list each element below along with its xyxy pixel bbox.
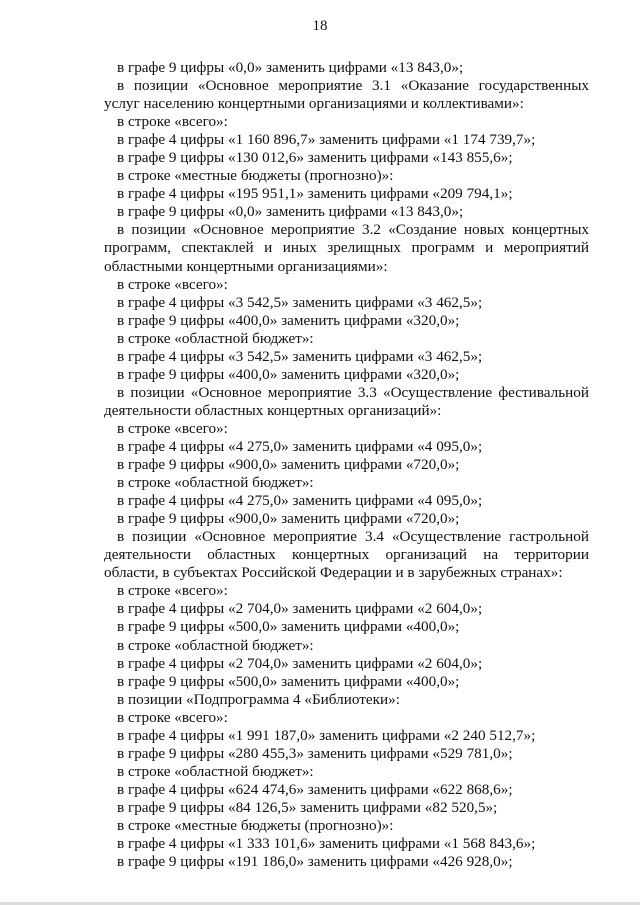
text-line: в графе 9 цифры «500,0» заменить цифрами «400,0»;: [117, 618, 460, 636]
text-line: областными концертными организациями»:: [104, 257, 388, 275]
text-line: в графе 9 цифры «84 126,5» заменить цифрами «82 520,5»;: [117, 798, 498, 816]
document-body: [104, 59, 589, 871]
text-line: в графе 4 цифры «3 542,5» заменить цифрами «3 462,5»;: [117, 347, 483, 365]
text-line: в графе 4 цифры «4 275,0» заменить цифрами «4 095,0»;: [117, 492, 483, 510]
text-line: в графе 9 цифры «280 455,3» заменить цифрами «529 781,0»;: [117, 744, 513, 762]
text-line: в графе 9 цифры «500,0» заменить цифрами «400,0»;: [117, 672, 460, 690]
text-line: в графе 4 цифры «2 704,0» заменить цифрами «2 604,0»;: [117, 600, 483, 618]
text-line: в графе 9 цифры «400,0» заменить цифрами «320,0»;: [117, 365, 460, 383]
text-line: в строке «областной бюджет»:: [117, 762, 314, 780]
text-line: услуг населению концертными организациями и коллективами»:: [104, 95, 524, 113]
text-line: в строке «областной бюджет»:: [117, 636, 314, 654]
text-line: в графе 4 цифры «195 951,1» заменить цифрами «209 794,1»;: [117, 185, 513, 203]
text-line: в строке «областной бюджет»:: [117, 329, 314, 347]
text-line: в позиции «Подпрограмма 4 «Библиотеки»:: [117, 690, 400, 708]
text-line: в графе 9 цифры «0,0» заменить цифрами «13 843,0»;: [117, 203, 464, 221]
text-line: в позиции «Основное мероприятие 3.4 «Осуществление гастрольной: [117, 528, 589, 546]
text-line: в строке «всего»:: [117, 708, 228, 726]
text-line: в строке «всего»:: [117, 113, 228, 131]
text-line: в графе 4 цифры «1 160 896,7» заменить цифрами «1 174 739,7»;: [117, 131, 536, 149]
text-line: области, в субъектах Российской Федерации и в зарубежных странах»:: [104, 564, 563, 582]
text-line: в графе 9 цифры «900,0» заменить цифрами «720,0»;: [117, 456, 460, 474]
page-number: 18: [312, 18, 328, 34]
text-line: в графе 4 цифры «2 704,0» заменить цифрами «2 604,0»;: [117, 654, 483, 672]
text-line: в позиции «Основное мероприятие 3.2 «Создание новых концертных: [117, 221, 589, 239]
text-line: в строке «областной бюджет»:: [117, 474, 314, 492]
text-line: деятельности областных концертных организаций на территории: [104, 546, 589, 564]
text-line: в графе 4 цифры «1 333 101,6» заменить цифрами «1 568 843,6»;: [117, 835, 536, 853]
text-line: в строке «местные бюджеты (прогнозно)»:: [117, 816, 394, 834]
text-line: в графе 4 цифры «1 991 187,0» заменить цифрами «2 240 512,7»;: [117, 726, 536, 744]
text-line: в графе 9 цифры «0,0» заменить цифрами «13 843,0»;: [117, 59, 464, 76]
text-line: в строке «всего»:: [117, 582, 228, 600]
text-line: в графе 4 цифры «3 542,5» заменить цифрами «3 462,5»;: [117, 293, 483, 311]
text-line: программ, спектаклей и иных зрелищных программ и мероприятий: [104, 239, 589, 257]
text-line: в строке «всего»:: [117, 419, 228, 437]
text-line: деятельности областных концертных организаций»:: [104, 401, 442, 419]
text-line: в строке «местные бюджеты (прогнозно)»:: [117, 167, 394, 185]
text-line: в графе 4 цифры «624 474,6» заменить цифрами «622 868,6»;: [117, 780, 513, 798]
text-line: в графе 9 цифры «400,0» заменить цифрами «320,0»;: [117, 311, 460, 329]
text-line: в позиции «Основное мероприятие 3.1 «Оказание государственных: [117, 77, 589, 95]
text-line: в графе 9 цифры «130 012,6» заменить цифрами «143 855,6»;: [117, 149, 513, 167]
text-line: в графе 4 цифры «4 275,0» заменить цифрами «4 095,0»;: [117, 437, 483, 455]
text-line: в позиции «Основное мероприятие 3.3 «Осуществление фестивальной: [117, 383, 589, 401]
text-line: в графе 9 цифры «900,0» заменить цифрами «720,0»;: [117, 510, 460, 528]
text-line: в строке «всего»:: [117, 275, 228, 293]
text-line: в графе 9 цифры «191 186,0» заменить цифрами «426 928,0»;: [117, 853, 513, 871]
